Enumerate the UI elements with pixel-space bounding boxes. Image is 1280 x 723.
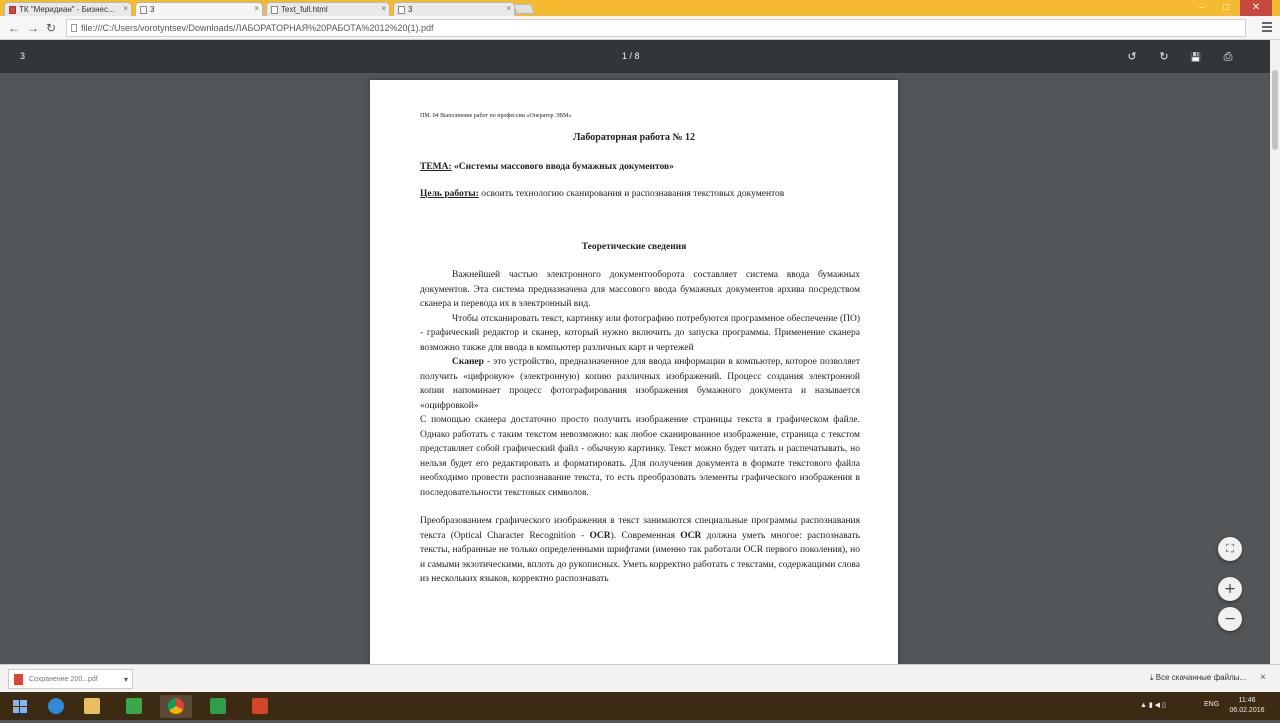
file-explorer-icon[interactable] [76,695,108,718]
download-menu-icon[interactable]: ▾ [123,675,128,684]
paragraph [420,514,860,587]
tab-title: ТК "Меридиан" - Бизнес... [19,5,115,14]
browser-tab-strip [0,0,1280,16]
bold-term: OCR [680,530,702,541]
back-arrow-icon[interactable]: ← [8,21,20,35]
tab-close-icon[interactable]: × [254,4,259,13]
tab-close-icon[interactable]: × [123,4,128,13]
tab-close-icon[interactable]: × [381,4,386,13]
topic-line [420,162,674,172]
paragraph-text: - это устройство, предназначенное для ввода информации в компьютер, которое позволяет получить «цифровую» (электронную) копию различных изображений. Процесс создания электронной копии напоминает процесс фотографирования изображения бумажного документа и называется «оцифровкой» [420,357,860,411]
site-favicon-icon [9,6,16,14]
pdf-file-icon [14,674,23,685]
camtasia-icon[interactable] [202,695,234,718]
zoom-out-button[interactable]: − [1218,607,1242,631]
print-icon[interactable]: ⎙ [1223,51,1233,63]
document-body [420,268,860,587]
maximize-button[interactable]: □ [1222,2,1230,13]
pdf-page [370,80,898,664]
section-heading: Теоретические сведения [581,242,687,252]
topic-text: «Системы массового ввода бумажных документов» [454,162,674,172]
paragraph: Чтобы отсканировать текст, картинку или фотографию потребуются программное обеспечение (ПО) - графический редактор и сканер, который нужно включить до запуска программы. Применение сканера возможно также для ввода в компьютер различных карт и чертежей [420,313,860,353]
paragraph: С помощью сканера достаточно просто получить изображение страницы текста в графическом файле. Однако работать с таким текстом невозможно: как любое сканированное изображение, страница с текстом представляет собой графический файл - обычную картинку. Текст можно будет читать и распечатывать, но нельзя будет его редактировать и форматировать. Для получения документа в формате текстового файла необходимо провести распознавание текста, то есть преобразовать элементы графического изображения в последовательности текстовых символов. [420,415,860,498]
internet-explorer-icon[interactable] [40,695,72,718]
bold-term: Сканер [452,357,484,367]
reload-icon[interactable]: ↻ [46,21,57,35]
show-all-label: Все скачанные файлы... [1155,673,1247,682]
address-text: file:///C:/Users/vorotyntsev/Downloads/ЛАБОРАТОРНАЯ%20РАБОТА%2012%20(1).pdf [81,23,434,33]
clock-time: 11:46 [1238,697,1256,704]
download-bar [0,664,1280,692]
address-bar[interactable] [66,19,1246,37]
goal-label: Цель работы: [420,189,479,199]
tab-title: 3 [150,5,155,14]
show-all-downloads-link[interactable]: ⤓ Все скачанные файлы... [1150,673,1247,682]
fit-to-page-button[interactable]: ⛶ [1218,537,1242,561]
tab-title: 3 [408,5,413,14]
browser-tab[interactable] [393,2,515,16]
browser-tab[interactable] [266,2,390,16]
windows-taskbar [0,692,1280,720]
scrollbar-thumb[interactable] [1272,70,1278,150]
rotate-counterclockwise-icon[interactable]: ↺ [1127,51,1137,63]
goal-paragraph [420,188,860,200]
forward-arrow-icon[interactable]: → [27,21,39,35]
windows-logo-icon [4,695,36,718]
new-tab-button[interactable] [513,4,535,14]
document-favicon-icon [398,6,405,14]
document-title: 3 [20,51,26,61]
pdf-viewer-toolbar [0,40,1280,73]
browser-toolbar [0,16,1280,40]
topic-label: ТЕМА: [420,162,452,172]
chrome-menu-icon[interactable] [1262,22,1272,34]
paragraph-text: Преобразованием графического изображения в текст занимаются специальные программы распознавания текста (Optical Character Recognition - [420,516,860,541]
clock-date: 06.02.2016 [1229,707,1265,714]
close-download-bar-icon[interactable]: × [1260,672,1266,683]
paragraph-text: должна уметь многое: распознавать тексты, набранные не только определенными шрифтами (именно так работали OCR первого поколения), но и самыми экзотическими, вплоть до рукописных. Уметь корректно работать с текстами, содержащими слова из нескольких языков, корректно распознавать [420,530,861,584]
close-window-button[interactable]: ✕ [1240,0,1272,16]
browser-tab[interactable] [4,2,132,16]
paragraph [420,355,860,413]
store-app-icon[interactable] [118,695,150,718]
document-favicon-icon [271,6,278,14]
page-header-line: ПМ. 04 Выполнение работ по профессии «Оператор ЭВМ» [420,113,572,119]
system-clock[interactable] [1222,696,1272,716]
language-indicator[interactable]: ENG [1204,701,1220,708]
vertical-scrollbar[interactable] [1270,40,1280,664]
goal-text: освоить технологию сканирования и распознавания текстовых документов [481,189,785,199]
tray-icons[interactable]: ▲ ▮ ◀ ▯ [1140,702,1166,709]
save-icon[interactable]: 💾 [1190,52,1202,62]
paragraph-text: ). Современная [610,530,681,541]
page-icon [71,24,77,32]
document-heading: Лабораторная работа № 12 [572,132,696,143]
browser-tab-active[interactable] [135,2,263,16]
paragraph: Важнейшей частью электронного документооборота составляет система ввода бумажных документов. Эта система предназначена для массового ввода бумажных документов архива посредством сканера и перевода их в электронный вид. [420,270,860,309]
document-favicon-icon [140,6,147,14]
download-item[interactable] [8,669,133,689]
start-button[interactable] [4,695,36,718]
bold-term: OCR [589,530,611,541]
minimize-button[interactable]: – [1199,2,1205,13]
chrome-taskbar-icon[interactable] [160,695,192,718]
download-filename: Сохранение 200...pdf [29,676,98,683]
tab-close-icon[interactable]: × [506,4,511,13]
zoom-in-button[interactable]: + [1218,577,1242,601]
tab-title: Text_full.html [281,5,328,14]
powerpoint-icon[interactable] [244,695,276,718]
rotate-clockwise-icon[interactable]: ↻ [1159,51,1169,63]
page-counter[interactable]: 1 / 8 [622,51,640,61]
